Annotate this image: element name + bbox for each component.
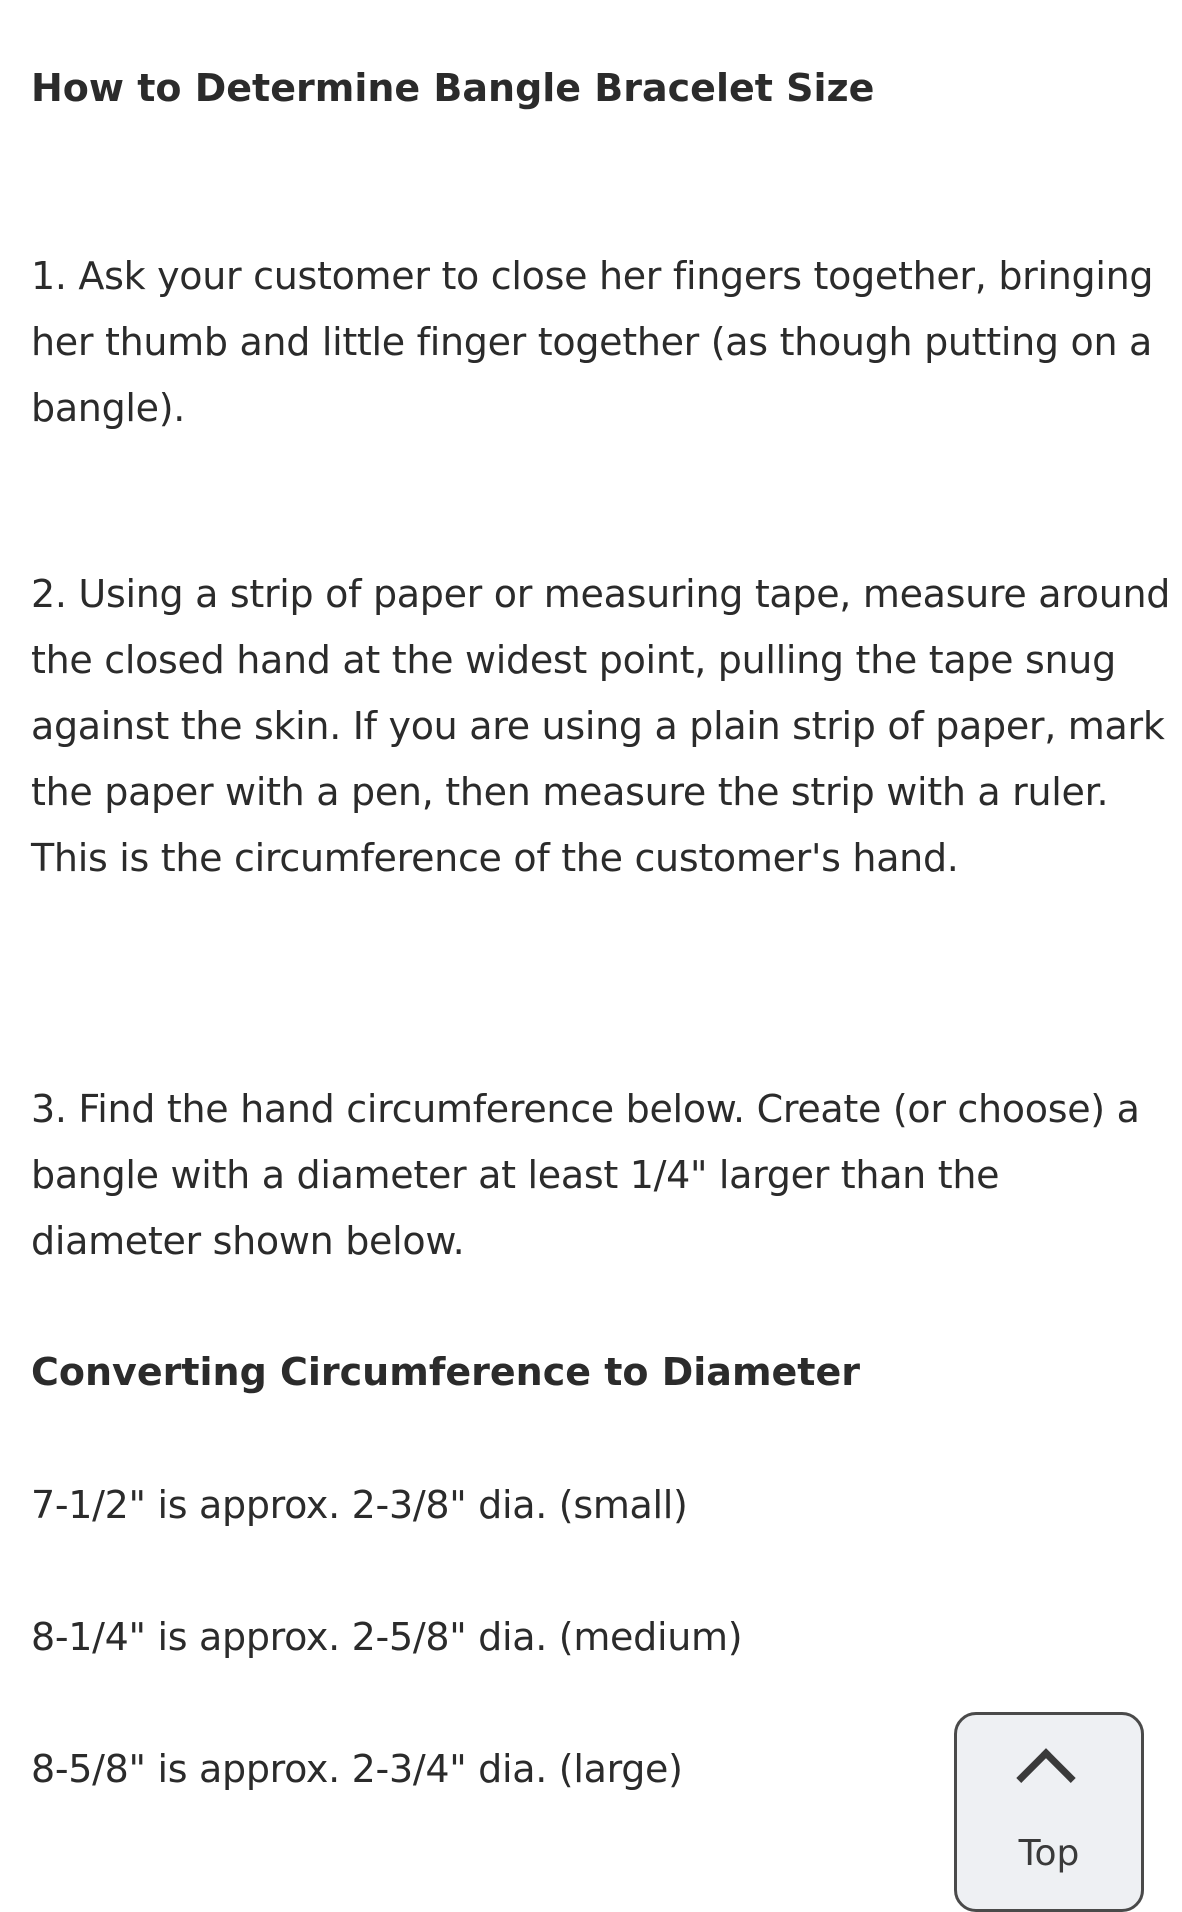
conversion-large: 8-5/8" is approx. 2-3/4" dia. (large) bbox=[31, 1747, 683, 1791]
article-title: How to Determine Bangle Bracelet Size bbox=[31, 66, 875, 110]
back-to-top-button[interactable] bbox=[954, 1712, 1144, 1912]
step-3: 3. Find the hand circumference below. Create (or choose) a bangle with a diameter at least 1/4" larger than the diameter shown below. bbox=[31, 1087, 1140, 1263]
step-2: 2. Using a strip of paper or measuring tape, measure around the closed hand at the widest point, pulling the tape snug against the skin. If you are using a plain strip of paper, mark the paper with a pen, then measure the strip with a ruler. This is the circumference of the customer's hand. bbox=[31, 572, 1171, 880]
chevron-up-icon bbox=[1016, 1748, 1075, 1807]
conversion-small: 7-1/2" is approx. 2-3/8" dia. (small) bbox=[31, 1483, 688, 1527]
step-1: 1. Ask your customer to close her fingers together, bringing her thumb and little finger together (as though putting on a bangle). bbox=[31, 254, 1154, 430]
back-to-top-label: Top bbox=[1018, 1833, 1080, 1874]
conversion-heading: Converting Circumference to Diameter bbox=[31, 1350, 860, 1394]
conversion-medium: 8-1/4" is approx. 2-5/8" dia. (medium) bbox=[31, 1615, 743, 1659]
